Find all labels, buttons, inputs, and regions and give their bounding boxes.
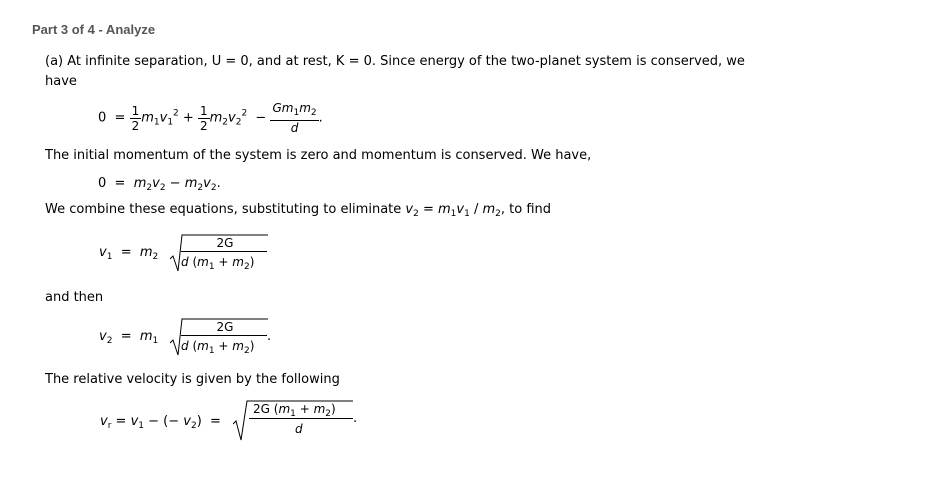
sqrt-symbol: 2G d $(m_1 + m_2)$ — [170, 231, 270, 275]
combine-paragraph: We combine these equations, substituting to eliminate $v_2 = m_1v_1 / m_2$, to find — [45, 202, 552, 219]
and-then-text: and then — [45, 290, 104, 305]
intro-paragraph — [45, 52, 775, 92]
relative-paragraph: The relative velocity is given by the following — [45, 372, 340, 387]
page-title: Part 3 of 4 - Analyze — [32, 22, 156, 37]
intro-text: (a) At infinite separation, U = 0, and at rest, K = 0. Since energy of the two-planet system is conserved, we have — [45, 54, 745, 89]
energy-equation: 0 = $\frac{1}{2}$ $m_1v_1^2$ + $\frac{1}{2}$ $m_2v_2^2$ − $\frac{Gm_1m_2}{d}$ . — [98, 101, 323, 135]
sqrt-symbol: 2G d $(m_1 + m_2)$ . — [170, 315, 275, 359]
sqrt-symbol: 2G $(m_1 + m_2)$ d . — [233, 398, 363, 442]
momentum-paragraph: The initial momentum of the system is zero and momentum is conserved. We have, — [45, 148, 592, 163]
momentum-equation: $0 = m_2v_2 - m_2v_2$. — [98, 176, 221, 193]
